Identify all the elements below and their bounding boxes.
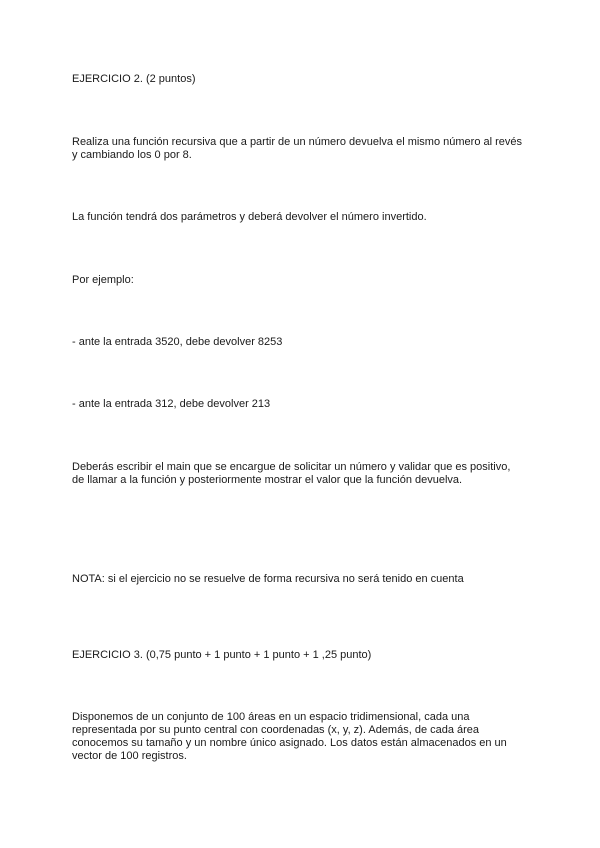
exercise-2-example-2: - ante la entrada 312, debe devolver 213 xyxy=(72,398,271,410)
exercise-2-note: NOTA: si el ejercicio no se resuelve de forma recursiva no será tenido en cuenta xyxy=(72,573,464,585)
exercise-3-intro: Disponemos de un conjunto de 100 áreas en un espacio tridimensional, cada una representada por su punto central con coordenadas (x, y, z). Además, de cada área conocemos su tamaño y un nombre único asignado. Los datos están almacenados en un vector de 100 registros. xyxy=(72,711,507,762)
exercise-3-heading: EJERCICIO 3. (0,75 punto + 1 punto + 1 punto + 1 ,25 punto) xyxy=(72,649,372,661)
exercise-2-parameters: La función tendrá dos parámetros y deberá devolver el número invertido. xyxy=(72,211,427,223)
exercise-2-main-instructions: Deberás escribir el main que se encargue de solicitar un número y validar que es positivo, de llamar a la función y posteriormente mostrar el valor que la función devuelva. xyxy=(72,461,511,486)
exercise-2-example-intro: Por ejemplo: xyxy=(72,274,134,286)
exercise-2-example-1: - ante la entrada 3520, debe devolver 8253 xyxy=(72,336,283,348)
exercise-2-statement: Realiza una función recursiva que a partir de un número devuelva el mismo número al revés y cambiando los 0 por 8. xyxy=(72,136,523,161)
exercise-2-heading: EJERCICIO 2. (2 puntos) xyxy=(72,73,196,85)
